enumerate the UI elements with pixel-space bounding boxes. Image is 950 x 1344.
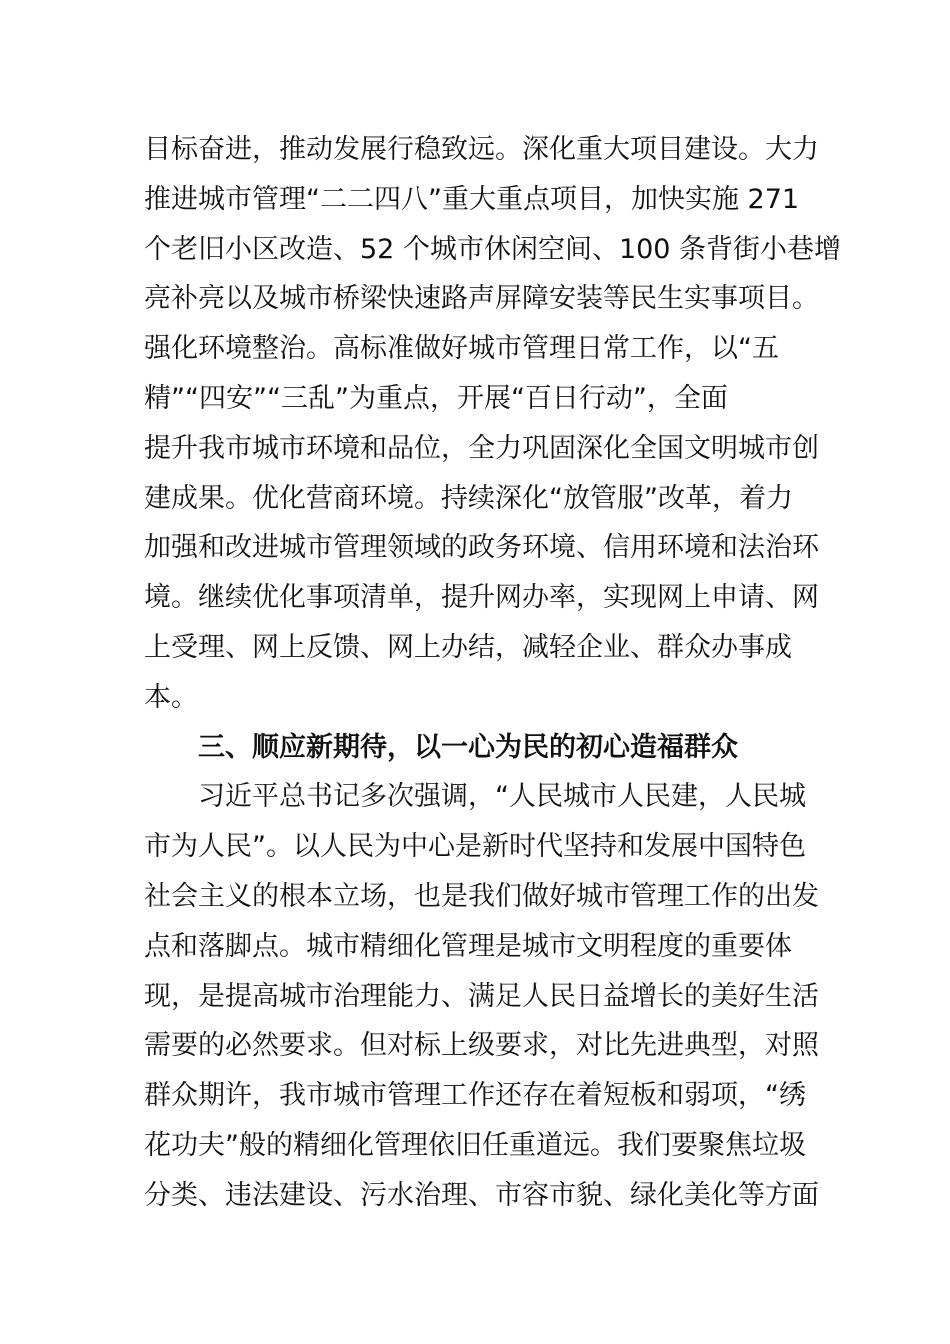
paragraph-line: 花功夫”般的精细化管理依旧任重道远。我们要聚焦垃圾 xyxy=(144,1129,806,1161)
paragraph-line: 精”“四安”“三乱”为重点，开展“百日行动”，全面 xyxy=(144,382,728,414)
paragraph-line: 上受理、网上反馈、网上办结，减轻企业、群众办事成 xyxy=(144,631,792,663)
paragraph-line: 推进城市管理“二二四八”重大重点项目，加快实施 271 xyxy=(144,183,800,215)
paragraph-line: 市为人民”。以人民为中心是新时代坚持和发展中国特色 xyxy=(144,831,806,863)
paragraph-2 xyxy=(144,772,819,1220)
paragraph-line: 境。继续优化事项清单，提升网办率，实现网上申请、网 xyxy=(144,582,819,614)
document-body xyxy=(144,125,842,1221)
paragraph-line: 目标奋进，推动发展行稳致远。深化重大项目建设。大力 xyxy=(144,134,819,165)
paragraph-line: 现，是提高城市治理能力、满足人民日益增长的美好生活 xyxy=(144,980,819,1012)
paragraph-line: 点和落脚点。城市精细化管理是城市文明程度的重要体 xyxy=(144,930,792,962)
paragraph-line: 强化环境整治。高标准做好城市管理日常工作，以“五 xyxy=(144,333,779,365)
paragraph-line: 提升我市城市环境和品位，全力巩固深化全国文明城市创 xyxy=(144,432,819,464)
paragraph-line: 习近平总书记多次强调，“人民城市人民建，人民城 xyxy=(198,781,806,813)
paragraph-line: 分类、违法建设、污水治理、市容市貌、绿化美化等方面 xyxy=(144,1179,819,1211)
paragraph-line: 群众期许，我市城市管理工作还存在着短板和弱项，“绣 xyxy=(144,1080,806,1112)
paragraph-line: 亮补亮以及城市桥梁快速路声屏障安装等民生实事项目。 xyxy=(144,283,819,315)
paragraph-1 xyxy=(144,125,842,723)
paragraph-line: 社会主义的根本立场，也是我们做好城市管理工作的出发 xyxy=(144,880,819,912)
paragraph-line: 建成果。优化营商环境。持续深化“放管服”改革，着力 xyxy=(144,482,793,514)
paragraph-line: 个老旧小区改造、52 个城市休闲空间、100 条背街小巷增 xyxy=(144,233,842,265)
paragraph-line: 加强和改进城市管理领域的政务环境、信用环境和法治环 xyxy=(144,532,819,564)
section-heading: 三、顺应新期待，以一心为民的初心造福群众 xyxy=(198,731,738,763)
paragraph-line: 本。 xyxy=(144,681,198,713)
paragraph-line: 需要的必然要求。但对标上级要求，对比先进典型，对照 xyxy=(144,1030,819,1062)
